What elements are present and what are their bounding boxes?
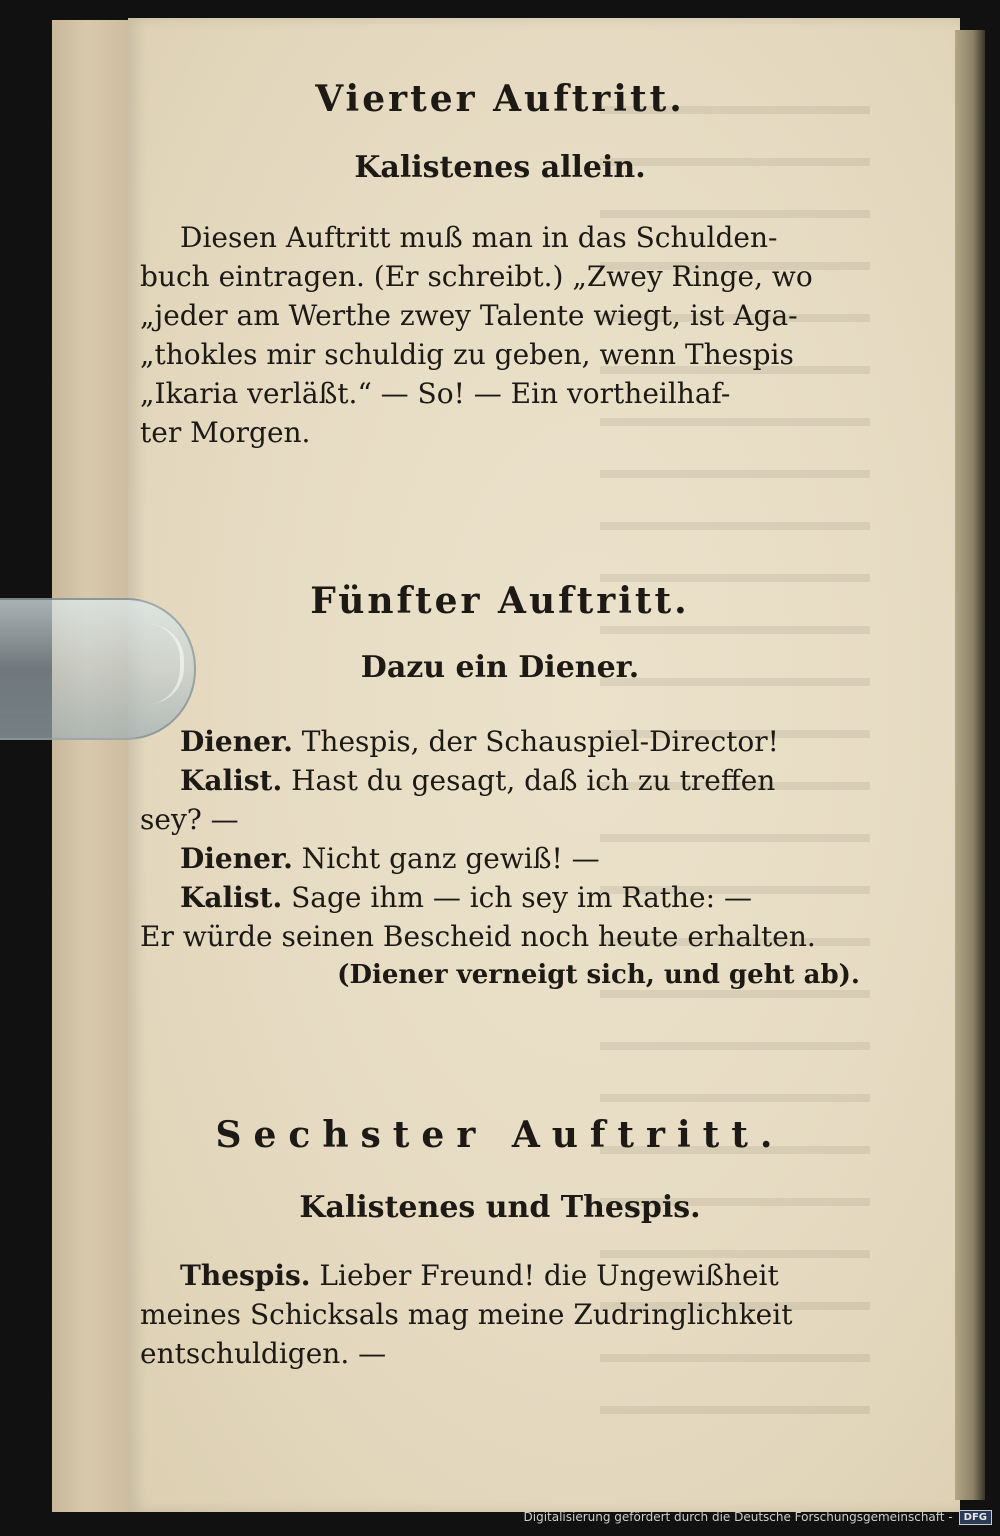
dialogue-line — [140, 1256, 860, 1295]
dialogue-line — [140, 1295, 860, 1334]
text-line: Diesen Auftritt muß man in das Schulden- — [180, 221, 778, 254]
dialogue-line — [140, 839, 860, 878]
dialogue-text: meines Schicksals mag meine Zudringlichkeit — [140, 1298, 793, 1331]
dialogue-line — [140, 917, 860, 956]
scene4-title: Vierter Auftritt. — [315, 78, 685, 120]
speaker-name: Kalist. — [180, 764, 283, 797]
scene4-body — [140, 218, 860, 452]
stage-direction: (Diener verneigt sich, und geht ab). — [337, 960, 860, 990]
speaker-name: Kalist. — [180, 881, 283, 914]
scene4-subtitle: Kalistenes allein. — [354, 150, 646, 185]
page-right-edge — [955, 30, 985, 1500]
speaker-name: Diener. — [180, 725, 293, 758]
book-cover-edge — [52, 20, 140, 1512]
dialogue-line — [140, 800, 860, 839]
scene6-title: Sechster Auftritt. — [215, 1114, 785, 1156]
dialogue-text: sey? — — [140, 803, 239, 836]
speaker-name: Diener. — [180, 842, 293, 875]
dialogue-text: Thespis, der Schauspiel-Director! — [301, 725, 779, 758]
scene6-dialogue — [140, 1256, 860, 1373]
text-line: „jeder am Werthe zwey Talente wiegt, ist Aga- — [140, 299, 798, 332]
digitization-credit — [524, 1506, 993, 1528]
dialogue-line — [140, 878, 860, 917]
dfg-logo: DFG — [959, 1510, 992, 1525]
text-line: „Ikaria verläßt.“ — So! — Ein vortheilhaf- — [140, 377, 731, 410]
dialogue-text: Hast du gesagt, daß ich zu treffen — [291, 764, 776, 797]
dialogue-text: Er würde seinen Bescheid noch heute erhalten. — [140, 920, 816, 953]
scene5-title: Fünfter Auftritt. — [310, 580, 690, 622]
dialogue-text: entschuldigen. — — [140, 1337, 387, 1370]
dialogue-text: Nicht ganz gewiß! — — [301, 842, 600, 875]
scene5-dialogue — [140, 722, 860, 995]
scene5-subtitle: Dazu ein Diener. — [360, 650, 640, 685]
dialogue-line — [140, 761, 860, 800]
text-line: ter Morgen. — [140, 416, 311, 449]
dialogue-text: Lieber Freund! die Ungewißheit — [319, 1259, 779, 1292]
text-line: „thokles mir schuldig zu geben, wenn Thespis — [140, 338, 794, 371]
speaker-name: Thespis. — [180, 1259, 311, 1292]
dialogue-line — [140, 722, 860, 761]
dialogue-line — [140, 1334, 860, 1373]
scene6-subtitle: Kalistenes und Thespis. — [299, 1190, 701, 1225]
dialogue-text: Sage ihm — ich sey im Rathe: — — [291, 881, 752, 914]
text-line: buch eintragen. (Er schreibt.) „Zwey Ringe, wo — [140, 260, 813, 293]
credit-text: Digitalisierung gefördert durch die Deutsche Forschungsgemeinschaft - — [523, 1510, 953, 1524]
